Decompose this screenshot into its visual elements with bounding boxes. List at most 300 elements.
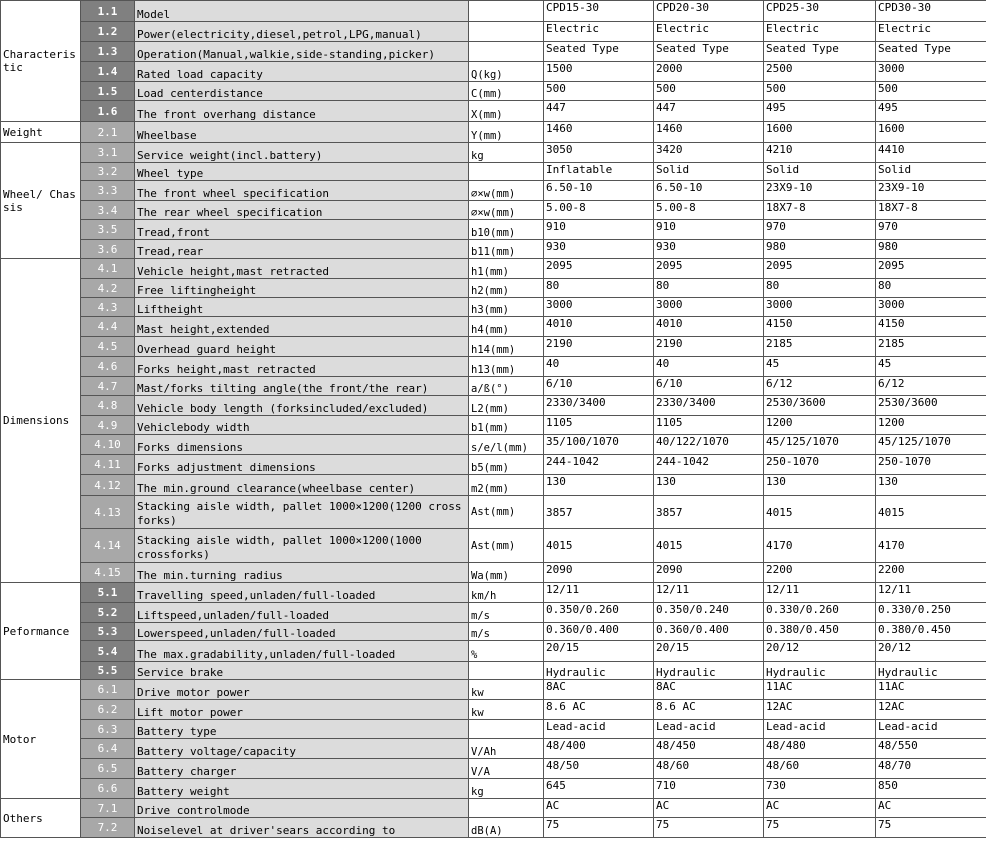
model-value: 1200: [764, 416, 876, 435]
unit: b10(mm): [469, 220, 544, 240]
spec-row: [1, 603, 986, 623]
model-value: Seated Type: [544, 42, 654, 62]
spec-row: [1, 396, 986, 416]
spec-row: [1, 377, 986, 396]
spec-row: [1, 279, 986, 298]
spec-row: [1, 357, 986, 377]
row-number: 4.7: [81, 377, 135, 396]
model-value: 4150: [764, 317, 876, 337]
section-label: Weight: [1, 122, 81, 143]
model-value: 80: [764, 279, 876, 298]
parameter-name: Wheel type: [135, 163, 469, 181]
spec-row: [1, 496, 986, 529]
row-number: 4.11: [81, 455, 135, 475]
parameter-name: Liftheight: [135, 298, 469, 317]
spec-row: [1, 163, 986, 181]
model-value: 3000: [876, 298, 986, 317]
unit: kg: [469, 779, 544, 799]
model-value: 0.380/0.450: [876, 623, 986, 641]
unit: X(mm): [469, 101, 544, 122]
parameter-name: Battery type: [135, 720, 469, 739]
model-value: 1460: [544, 122, 654, 143]
unit: Y(mm): [469, 122, 544, 143]
model-value: 2190: [544, 337, 654, 357]
unit: ⌀×w(mm): [469, 201, 544, 220]
unit: [469, 662, 544, 680]
model-value: 447: [544, 101, 654, 122]
model-value: 2190: [654, 337, 764, 357]
parameter-name: Tread,rear: [135, 240, 469, 259]
model-value: 0.350/0.260: [544, 603, 654, 623]
spec-row: [1, 759, 986, 779]
parameter-name: Forks adjustment dimensions: [135, 455, 469, 475]
unit: [469, 720, 544, 739]
row-number: 4.9: [81, 416, 135, 435]
parameter-name: Model: [135, 1, 469, 22]
section-label: Dimensions: [1, 259, 81, 583]
unit: h2(mm): [469, 279, 544, 298]
model-value: 970: [876, 220, 986, 240]
row-number: 4.10: [81, 435, 135, 455]
model-value: 3000: [876, 62, 986, 82]
model-value: 48/60: [764, 759, 876, 779]
model-value: 75: [876, 818, 986, 838]
parameter-name: Overhead guard height: [135, 337, 469, 357]
model-value: 6/12: [764, 377, 876, 396]
row-number: 2.1: [81, 122, 135, 143]
row-number: 1.2: [81, 22, 135, 42]
model-value: Lead-acid: [764, 720, 876, 739]
model-value: 4010: [544, 317, 654, 337]
parameter-name: Operation(Manual,walkie,side-standing,picker): [135, 42, 469, 62]
model-value: CPD15-30: [544, 1, 654, 22]
model-value: 5.00-8: [654, 201, 764, 220]
model-value: Lead-acid: [654, 720, 764, 739]
spec-row: [1, 298, 986, 317]
model-value: 75: [654, 818, 764, 838]
row-number: 5.2: [81, 603, 135, 623]
model-value: 80: [654, 279, 764, 298]
row-number: 4.12: [81, 475, 135, 496]
parameter-name: Tread,front: [135, 220, 469, 240]
parameter-name: Lift motor power: [135, 700, 469, 720]
model-value: 20/12: [876, 641, 986, 662]
parameter-name: The max.gradability,unladen/full-loaded: [135, 641, 469, 662]
model-value: 48/50: [544, 759, 654, 779]
spec-row: [1, 720, 986, 739]
model-value: 20/12: [764, 641, 876, 662]
parameter-name: Stacking aisle width, pallet 1000×1200(1000 crossforks): [135, 529, 469, 563]
model-value: Seated Type: [876, 42, 986, 62]
model-value: 20/15: [544, 641, 654, 662]
parameter-name: Rated load capacity: [135, 62, 469, 82]
model-value: 4015: [764, 496, 876, 529]
model-value: 1200: [876, 416, 986, 435]
parameter-name: The min.ground clearance(wheelbase center): [135, 475, 469, 496]
model-value: 40/122/1070: [654, 435, 764, 455]
model-value: 130: [654, 475, 764, 496]
row-number: 1.1: [81, 1, 135, 22]
unit: b5(mm): [469, 455, 544, 475]
parameter-name: Vehicle height,mast retracted: [135, 259, 469, 279]
unit: b1(mm): [469, 416, 544, 435]
row-number: 4.13: [81, 496, 135, 529]
spec-row: [1, 82, 986, 101]
spec-row: [1, 220, 986, 240]
row-number: 4.6: [81, 357, 135, 377]
model-value: Lead-acid: [876, 720, 986, 739]
unit: h1(mm): [469, 259, 544, 279]
model-value: 910: [654, 220, 764, 240]
parameter-name: Mast height,extended: [135, 317, 469, 337]
model-value: 930: [654, 240, 764, 259]
row-number: 6.5: [81, 759, 135, 779]
model-value: 3000: [544, 298, 654, 317]
row-number: 4.4: [81, 317, 135, 337]
model-value: 6/12: [876, 377, 986, 396]
spec-row: [1, 122, 986, 143]
model-value: 3420: [654, 143, 764, 163]
model-value: 4015: [876, 496, 986, 529]
unit: Ast(mm): [469, 496, 544, 529]
unit: Wa(mm): [469, 563, 544, 583]
model-value: 40: [654, 357, 764, 377]
row-number: 6.3: [81, 720, 135, 739]
model-value: 250-1070: [876, 455, 986, 475]
spec-row: [1, 317, 986, 337]
row-number: 5.4: [81, 641, 135, 662]
model-value: Solid: [764, 163, 876, 181]
unit: a/ß(°): [469, 377, 544, 396]
spec-row: [1, 739, 986, 759]
row-number: 4.1: [81, 259, 135, 279]
model-value: Hydraulic: [654, 662, 764, 680]
model-value: 6.50-10: [544, 181, 654, 201]
model-value: CPD20-30: [654, 1, 764, 22]
model-value: Electric: [876, 22, 986, 42]
row-number: 7.1: [81, 799, 135, 818]
section-label: Wheel/ Chassis: [1, 143, 81, 259]
model-value: 2095: [876, 259, 986, 279]
parameter-name: Free liftingheight: [135, 279, 469, 298]
model-value: 447: [654, 101, 764, 122]
spec-row: [1, 700, 986, 720]
model-value: 130: [764, 475, 876, 496]
unit: b11(mm): [469, 240, 544, 259]
row-number: 3.6: [81, 240, 135, 259]
model-value: 48/450: [654, 739, 764, 759]
model-value: 500: [876, 82, 986, 101]
unit: kw: [469, 700, 544, 720]
row-number: 7.2: [81, 818, 135, 838]
model-value: Seated Type: [764, 42, 876, 62]
model-value: 250-1070: [764, 455, 876, 475]
model-value: 495: [764, 101, 876, 122]
model-value: Lead-acid: [544, 720, 654, 739]
model-value: 2095: [654, 259, 764, 279]
parameter-name: The front overhang distance: [135, 101, 469, 122]
model-value: 2090: [654, 563, 764, 583]
row-number: 6.6: [81, 779, 135, 799]
model-value: 48/480: [764, 739, 876, 759]
row-number: 1.4: [81, 62, 135, 82]
model-value: 4015: [544, 529, 654, 563]
spec-row: [1, 1, 986, 22]
row-number: 3.4: [81, 201, 135, 220]
model-value: 8.6 AC: [654, 700, 764, 720]
unit: ⌀×w(mm): [469, 181, 544, 201]
unit: V/A: [469, 759, 544, 779]
section-label: Peformance: [1, 583, 81, 680]
parameter-name: Travelling speed,unladen/full-loaded: [135, 583, 469, 603]
spec-row: [1, 101, 986, 122]
model-value: AC: [876, 799, 986, 818]
row-number: 5.3: [81, 623, 135, 641]
model-value: 3857: [654, 496, 764, 529]
spec-row: [1, 529, 986, 563]
model-value: 23X9-10: [764, 181, 876, 201]
model-value: 0.330/0.250: [876, 603, 986, 623]
model-value: AC: [764, 799, 876, 818]
parameter-name: Drive motor power: [135, 680, 469, 700]
unit: C(mm): [469, 82, 544, 101]
unit: Ast(mm): [469, 529, 544, 563]
model-value: 3000: [654, 298, 764, 317]
parameter-name: Forks dimensions: [135, 435, 469, 455]
model-value: 980: [876, 240, 986, 259]
model-value: 75: [764, 818, 876, 838]
model-value: 2095: [764, 259, 876, 279]
model-value: 4170: [876, 529, 986, 563]
model-value: 80: [544, 279, 654, 298]
spec-row: [1, 680, 986, 700]
model-value: 8AC: [544, 680, 654, 700]
spec-row: [1, 641, 986, 662]
parameter-name: Noiselevel at driver'sears according to: [135, 818, 469, 838]
model-value: CPD30-30: [876, 1, 986, 22]
model-value: 48/400: [544, 739, 654, 759]
model-value: 12/11: [764, 583, 876, 603]
spec-row: [1, 563, 986, 583]
model-value: 6.50-10: [654, 181, 764, 201]
model-value: 0.360/0.400: [654, 623, 764, 641]
parameter-name: Load centerdistance: [135, 82, 469, 101]
model-value: Inflatable: [544, 163, 654, 181]
parameter-name: The rear wheel specification: [135, 201, 469, 220]
model-value: 4170: [764, 529, 876, 563]
model-value: 500: [654, 82, 764, 101]
unit: m/s: [469, 623, 544, 641]
model-value: 850: [876, 779, 986, 799]
unit: m/s: [469, 603, 544, 623]
parameter-name: Mast/forks tilting angle(the front/the rear): [135, 377, 469, 396]
unit: [469, 42, 544, 62]
model-value: 12AC: [876, 700, 986, 720]
model-value: 8.6 AC: [544, 700, 654, 720]
model-value: 1600: [764, 122, 876, 143]
parameter-name: Liftspeed,unladen/full-loaded: [135, 603, 469, 623]
model-value: 3000: [764, 298, 876, 317]
model-value: 48/550: [876, 739, 986, 759]
model-value: 1600: [876, 122, 986, 143]
unit: [469, 163, 544, 181]
model-value: Solid: [876, 163, 986, 181]
spec-row: [1, 435, 986, 455]
unit: dB(A): [469, 818, 544, 838]
model-value: AC: [654, 799, 764, 818]
model-value: Electric: [764, 22, 876, 42]
parameter-name: Battery weight: [135, 779, 469, 799]
model-value: 970: [764, 220, 876, 240]
model-value: 1105: [544, 416, 654, 435]
spec-row: [1, 337, 986, 357]
spec-row: [1, 583, 986, 603]
row-number: 6.4: [81, 739, 135, 759]
model-value: 130: [544, 475, 654, 496]
parameter-name: Service weight(incl.battery): [135, 143, 469, 163]
unit: h14(mm): [469, 337, 544, 357]
model-value: 910: [544, 220, 654, 240]
model-value: 980: [764, 240, 876, 259]
model-value: 244-1042: [544, 455, 654, 475]
model-value: 40: [544, 357, 654, 377]
row-number: 6.1: [81, 680, 135, 700]
row-number: 4.14: [81, 529, 135, 563]
model-value: 18X7-8: [876, 201, 986, 220]
parameter-name: Power(electricity,diesel,petrol,LPG,manual): [135, 22, 469, 42]
model-value: 35/100/1070: [544, 435, 654, 455]
row-number: 4.5: [81, 337, 135, 357]
spec-row: [1, 779, 986, 799]
row-number: 3.2: [81, 163, 135, 181]
model-value: 4015: [654, 529, 764, 563]
spec-row: [1, 143, 986, 163]
unit: kg: [469, 143, 544, 163]
spec-row: [1, 181, 986, 201]
model-value: 0.380/0.450: [764, 623, 876, 641]
unit: h4(mm): [469, 317, 544, 337]
parameter-name: The min.turning radius: [135, 563, 469, 583]
spec-row: [1, 259, 986, 279]
model-value: 495: [876, 101, 986, 122]
model-value: 2530/3600: [764, 396, 876, 416]
parameter-name: Vehicle body length (forksincluded/excluded): [135, 396, 469, 416]
parameter-name: Lowerspeed,unladen/full-loaded: [135, 623, 469, 641]
model-value: 6/10: [654, 377, 764, 396]
spec-row: [1, 42, 986, 62]
model-value: 1105: [654, 416, 764, 435]
row-number: 3.3: [81, 181, 135, 201]
model-value: 5.00-8: [544, 201, 654, 220]
unit: h3(mm): [469, 298, 544, 317]
model-value: 1500: [544, 62, 654, 82]
model-value: 12/11: [654, 583, 764, 603]
model-value: 2185: [876, 337, 986, 357]
model-value: 11AC: [876, 680, 986, 700]
model-value: 730: [764, 779, 876, 799]
model-value: 20/15: [654, 641, 764, 662]
spec-row: [1, 799, 986, 818]
model-value: 2200: [764, 563, 876, 583]
parameter-name: Drive controlmode: [135, 799, 469, 818]
model-value: 80: [876, 279, 986, 298]
model-value: 2200: [876, 563, 986, 583]
model-value: 930: [544, 240, 654, 259]
parameter-name: Vehiclebody width: [135, 416, 469, 435]
unit: [469, 799, 544, 818]
model-value: Hydraulic: [764, 662, 876, 680]
row-number: 1.6: [81, 101, 135, 122]
unit: [469, 1, 544, 22]
row-number: 3.1: [81, 143, 135, 163]
model-value: 45: [876, 357, 986, 377]
model-value: 45: [764, 357, 876, 377]
model-value: 130: [876, 475, 986, 496]
row-number: 1.5: [81, 82, 135, 101]
model-value: 244-1042: [654, 455, 764, 475]
model-value: 6/10: [544, 377, 654, 396]
spec-row: [1, 240, 986, 259]
model-value: 18X7-8: [764, 201, 876, 220]
parameter-name: Battery voltage/capacity: [135, 739, 469, 759]
section-label: Others: [1, 799, 81, 838]
model-value: 3050: [544, 143, 654, 163]
model-value: 11AC: [764, 680, 876, 700]
model-value: 23X9-10: [876, 181, 986, 201]
model-value: 48/70: [876, 759, 986, 779]
model-value: 2000: [654, 62, 764, 82]
unit: km/h: [469, 583, 544, 603]
model-value: AC: [544, 799, 654, 818]
model-value: 500: [544, 82, 654, 101]
spec-row: [1, 22, 986, 42]
model-value: CPD25-30: [764, 1, 876, 22]
model-value: Hydraulic: [544, 662, 654, 680]
model-value: 2095: [544, 259, 654, 279]
row-number: 4.2: [81, 279, 135, 298]
model-value: 4010: [654, 317, 764, 337]
model-value: 2500: [764, 62, 876, 82]
model-value: Electric: [544, 22, 654, 42]
parameter-name: Wheelbase: [135, 122, 469, 143]
spec-row: [1, 475, 986, 496]
model-value: 4150: [876, 317, 986, 337]
model-value: 1460: [654, 122, 764, 143]
unit: s/e/l(mm): [469, 435, 544, 455]
row-number: 3.5: [81, 220, 135, 240]
row-number: 1.3: [81, 42, 135, 62]
spec-row: [1, 416, 986, 435]
model-value: 0.360/0.400: [544, 623, 654, 641]
model-value: Hydraulic: [876, 662, 986, 680]
unit: Q(kg): [469, 62, 544, 82]
unit: L2(mm): [469, 396, 544, 416]
row-number: 5.1: [81, 583, 135, 603]
row-number: 4.3: [81, 298, 135, 317]
model-value: 2530/3600: [876, 396, 986, 416]
model-value: 45/125/1070: [876, 435, 986, 455]
unit: h13(mm): [469, 357, 544, 377]
model-value: 500: [764, 82, 876, 101]
model-value: 2090: [544, 563, 654, 583]
model-value: 2330/3400: [654, 396, 764, 416]
unit: m2(mm): [469, 475, 544, 496]
model-value: 710: [654, 779, 764, 799]
row-number: 6.2: [81, 700, 135, 720]
model-value: 0.350/0.240: [654, 603, 764, 623]
spec-table-body: [1, 1, 986, 838]
spec-row: [1, 455, 986, 475]
